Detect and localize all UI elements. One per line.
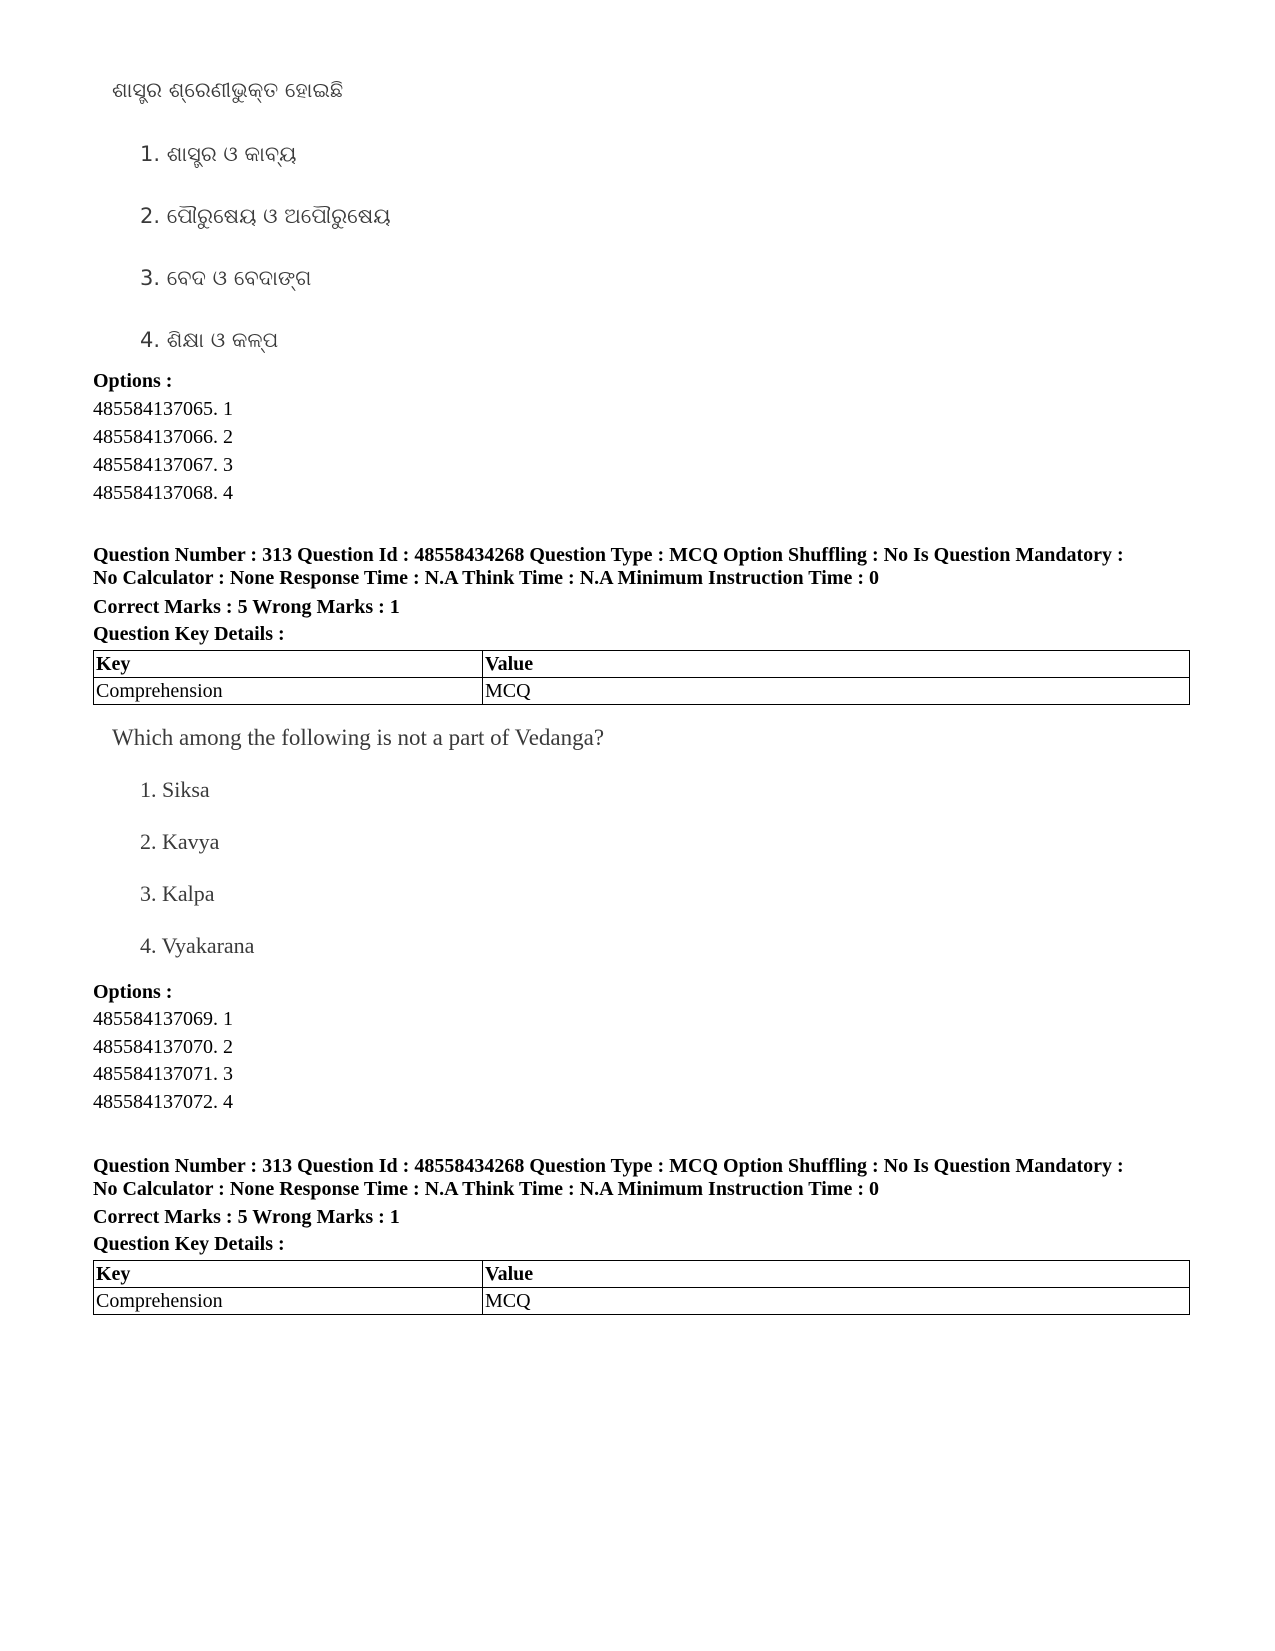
question-marks: Correct Marks : 5 Wrong Marks : 1 [93,596,400,618]
option-item: 485584137072. 4 [93,1091,233,1113]
question-stem: ଶାସ୍ତ୍ର ଶ୍ରେଣୀଭୁକ୍ତ ହୋଇଛି [112,78,344,102]
question-header-line-1: Question Number : 313 Question Id : 48558434268 Question Type : MCQ Option Shuffling : No Is Question Mandatory : [93,1155,1124,1177]
table-row [94,1288,1190,1315]
question-choice-1: 1. Siksa [140,777,210,802]
question-key-details-label: Question Key Details : [93,623,285,645]
table-row [94,678,1190,705]
options-label: Options : [93,981,173,1003]
option-item: 485584137069. 1 [93,1008,233,1030]
question-marks: Correct Marks : 5 Wrong Marks : 1 [93,1206,400,1228]
table-cell-value: MCQ [483,678,1190,705]
question-choice-3: 3. ବେଦ ଓ ବେଦାଙ୍ଗ [140,266,312,290]
question-header-line-2: No Calculator : None Response Time : N.A Think Time : N.A Minimum Instruction Time : 0 [93,1178,879,1200]
question-header-line-2: No Calculator : None Response Time : N.A Think Time : N.A Minimum Instruction Time : 0 [93,567,879,589]
table-header-value: Value [483,1261,1190,1288]
question-choice-1: 1. ଶାସ୍ତ୍ର ଓ କାବ୍ୟ [140,142,297,166]
table-cell-value: MCQ [483,1288,1190,1315]
table-header-row [94,651,1190,678]
question-key-table [93,1260,1190,1315]
table-header-row [94,1261,1190,1288]
table-header-key: Key [94,651,483,678]
question-stem: Which among the following is not a part of Vedanga? [112,725,605,750]
table-header-value: Value [483,651,1190,678]
question-header-line-1: Question Number : 313 Question Id : 48558434268 Question Type : MCQ Option Shuffling : No Is Question Mandatory : [93,544,1124,566]
question-choice-2: 2. ପୌରୁଷେୟ ଓ ଅପୌରୁଷେୟ [140,204,391,228]
option-item: 485584137068. 4 [93,482,233,504]
question-choice-4: 4. ଶିକ୍ଷା ଓ କଳ୍ପ [140,328,279,352]
option-item: 485584137066. 2 [93,426,233,448]
option-item: 485584137071. 3 [93,1063,233,1085]
table-header-key: Key [94,1261,483,1288]
question-key-details-label: Question Key Details : [93,1233,285,1255]
question-choice-2: 2. Kavya [140,829,220,854]
option-item: 485584137065. 1 [93,398,233,420]
question-choice-3: 3. Kalpa [140,881,215,906]
option-item: 485584137070. 2 [93,1036,233,1058]
table-cell-key: Comprehension [94,1288,483,1315]
table-cell-key: Comprehension [94,678,483,705]
option-item: 485584137067. 3 [93,454,233,476]
options-label: Options : [93,370,173,392]
question-choice-4: 4. Vyakarana [140,933,255,958]
question-key-table [93,650,1190,705]
